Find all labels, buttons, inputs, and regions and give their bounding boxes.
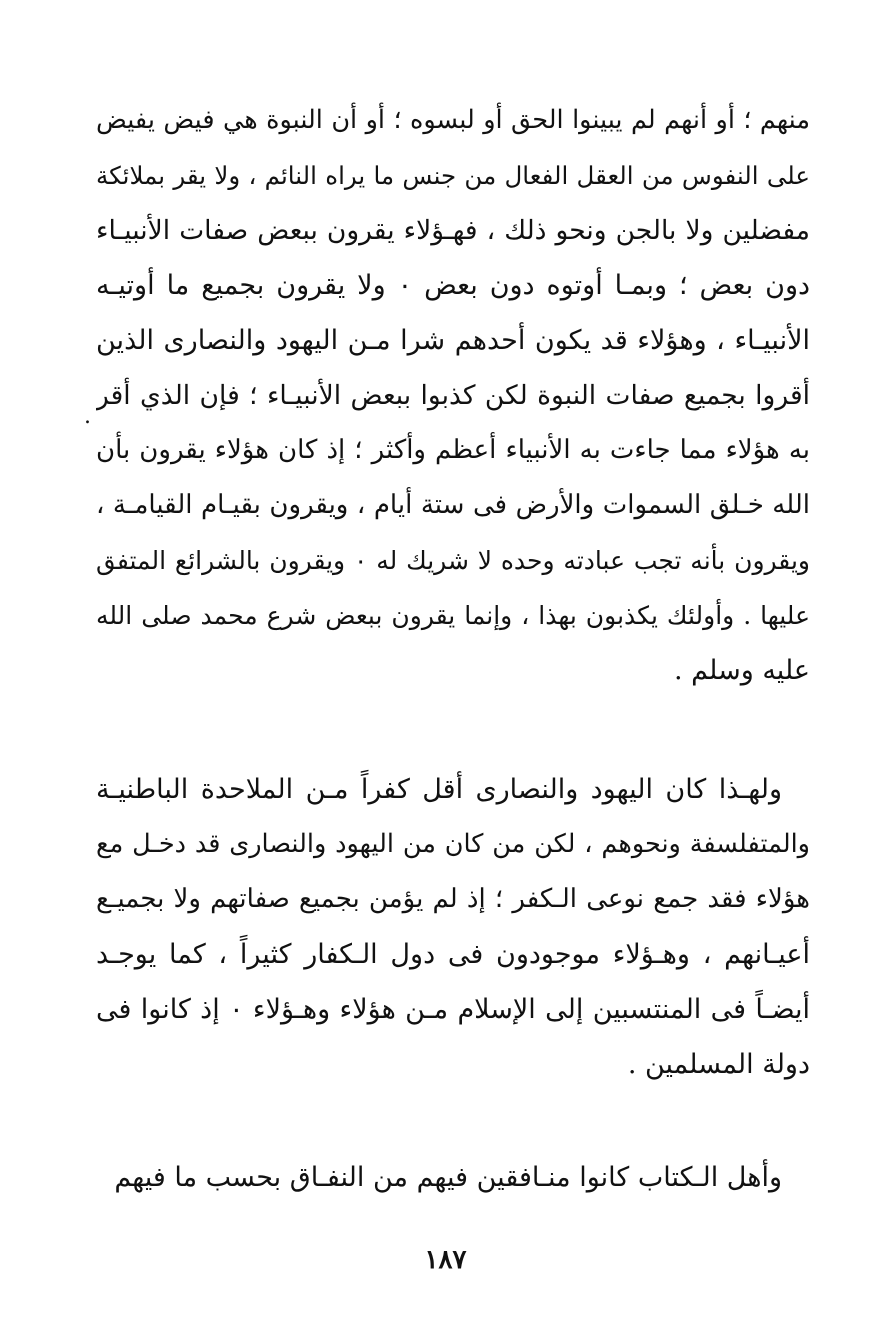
text-line: الأنبيـاء ، وهؤلاء قد يكون أحدهم شرا مـن اليهود والنصارى الذين — [96, 325, 810, 356]
text-line: دولة المسلمين . — [627, 1049, 810, 1080]
text-line: أقروا بجميع صفات النبوة لكن كذبوا ببعض الأنبيـاء ؛ فإن الذي أقر — [96, 380, 810, 411]
paragraph-2 — [96, 762, 810, 1092]
text-line: منهم ؛ أو أنهم لم يبينوا الحق أو لبسوه ؛ أو أن النبوة هي فيض يفيض — [96, 105, 810, 135]
text-line: مفضلين ولا بالجن ونحو ذلك ، فهـؤلاء يقرون ببعض صفات الأنبيـاء — [96, 215, 810, 246]
text-line: به هؤلاء مما جاءت به الأنبياء أعظم وأكثر ؛ إذ كان هؤلاء يقرون بأن — [96, 435, 810, 465]
stray-punctuation-mark: . — [84, 404, 91, 429]
text-line: دون بعض ؛ وبمـا أوتوه دون بعض ٠ ولا يقرون بجميع ما أوتيـه — [96, 270, 810, 301]
text-line: هؤلاء فقد جمع نوعى الـكفر ؛ إذ لم يؤمن بجميع صفاتهم ولا بجميـع — [96, 884, 810, 914]
text-line: أيضـاً فى المنتسبين إلى الإسلام مـن هؤلاء وهـؤلاء ٠ إذ كانوا فى — [96, 994, 810, 1025]
text-line: عليه وسلم . — [674, 655, 810, 686]
text-line: ولهـذا كان اليهود والنصارى أقل كفراً مـن الملاحدة الباطنيـة — [96, 774, 782, 805]
text-line: الله خـلق السموات والأرض فى ستة أيام ، ويقرون بقيـام القيامـة ، — [96, 490, 810, 520]
text-line: وأهل الـكتاب كانوا منـافقين فيهم من النفـاق بحسب ما فيهم — [114, 1162, 782, 1193]
text-line: على النفوس من العقل الفعال من جنس ما يراه النائم ، ولا يقر بملائكة — [96, 161, 810, 190]
page-number: ١٨٧ — [424, 1245, 467, 1275]
paragraph-1 — [96, 93, 810, 698]
text-line: والمتفلسفة ونحوهم ، لكن من كان من اليهود والنصارى قد دخـل مع — [96, 829, 810, 859]
paragraph-3 — [96, 1150, 810, 1205]
text-line: أعيـانهم ، وهـؤلاء موجودون فى دول الـكفار كثيراً ، كما يوجـد — [96, 939, 810, 970]
text-line: عليها . وأولئك يكذبون بهذا ، وإنما يقرون ببعض شرع محمد صلى الله — [96, 601, 810, 630]
text-line: ويقرون بأنه تجب عبادته وحده لا شريك له ٠ ويقرون بالشرائع المتفق — [96, 546, 810, 575]
